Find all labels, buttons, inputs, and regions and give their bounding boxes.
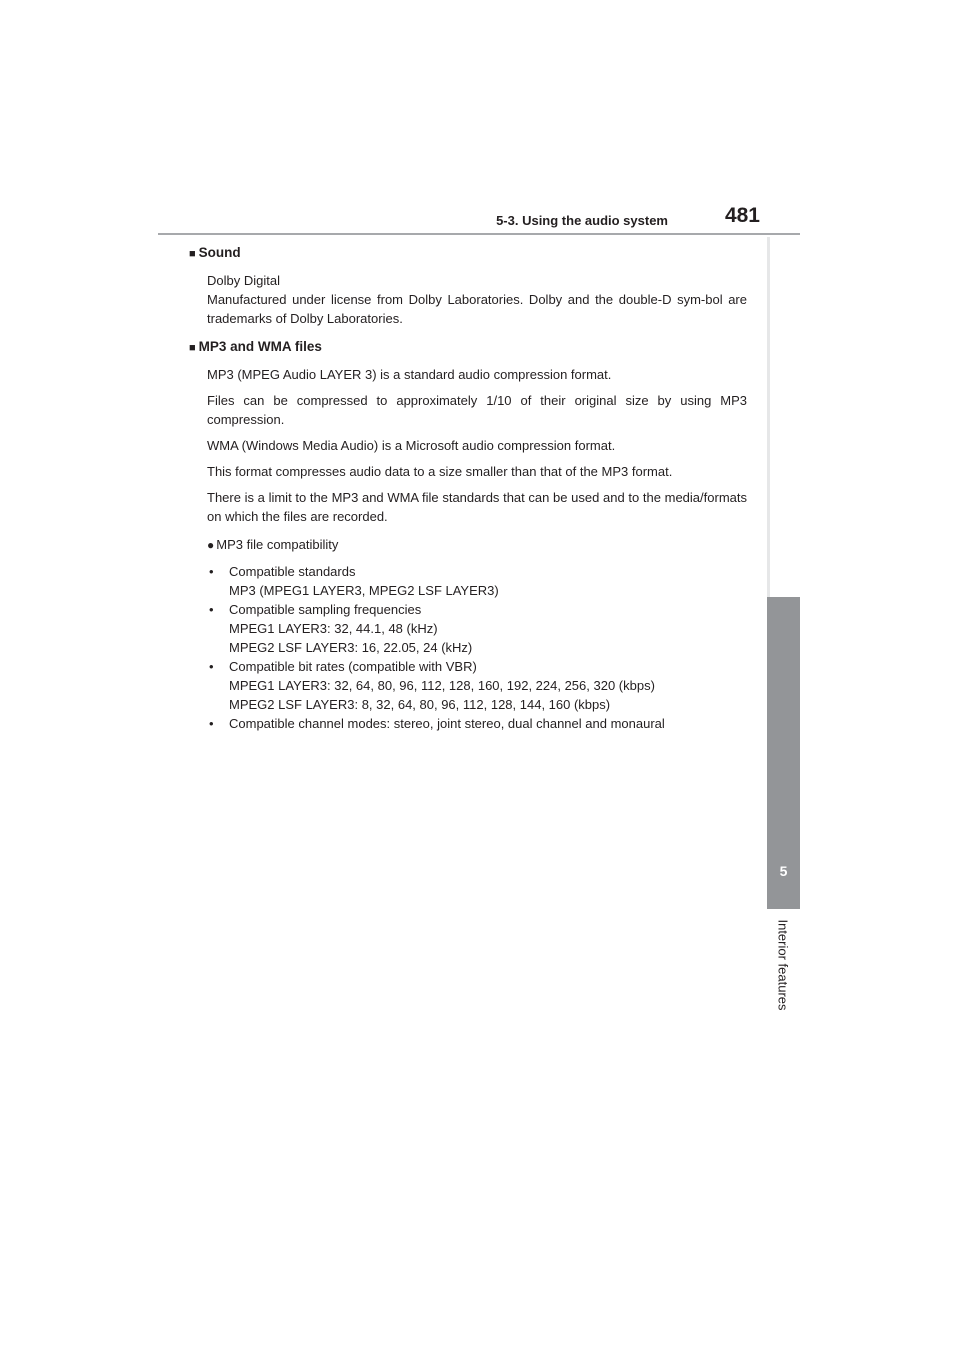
paragraph: MP3 (MPEG Audio LAYER 3) is a standard audio compression format. [207,367,612,382]
paragraph: Manufactured under license from Dolby Laboratories. Dolby and the double-D sym-bol are trademarks of Dolby Laboratories. [207,292,747,326]
paragraph: There is a limit to the MP3 and WMA file standards that can be used and to the media/formats on which the files are recorded. [207,490,747,524]
dot-bullet-icon: • [209,602,214,617]
list-item-label: Compatible channel modes: stereo, joint stereo, dual channel and monaural [229,716,665,731]
dot-bullet-icon: • [209,659,214,674]
page-content [189,243,747,742]
dot-bullet-icon: • [209,716,214,731]
section-mp3-compat [207,535,747,733]
page-number: 481 [724,204,760,227]
paragraph: This format compresses audio data to a size smaller than that of the MP3 format. [207,464,673,479]
section-heading [189,243,729,264]
list-item-detail: MPEG1 LAYER3: 32, 44.1, 48 (kHz) [229,621,438,636]
heading-text: MP3 and WMA files [198,339,322,354]
heading-text: Sound [198,245,241,260]
chapter-number: 5 [779,863,788,879]
square-bullet-icon: ■ [189,342,196,354]
compat-list [209,562,747,733]
paragraph: Dolby Digital [207,273,280,288]
section-title: 5-3. Using the audio system [496,213,668,228]
list-item [209,657,747,714]
list-item-detail: MP3 (MPEG1 LAYER3, MPEG2 LSF LAYER3) [229,583,499,598]
header-rule [158,233,800,235]
list-item-detail: MPEG1 LAYER3: 32, 64, 80, 96, 112, 128, 160, 192, 224, 256, 320 (kbps) [229,678,655,693]
circle-bullet-icon: ● [207,538,215,552]
section-heading [189,337,729,358]
list-item-detail: MPEG2 LSF LAYER3: 16, 22.05, 24 (kHz) [229,640,473,655]
list-item [209,714,747,733]
section-mp3-wma [189,337,747,526]
section-sound [189,243,747,328]
paragraph: WMA (Windows Media Audio) is a Microsoft audio compression format. [207,438,616,453]
list-item-label: Compatible sampling frequencies [229,602,422,617]
subsection-heading [207,535,747,555]
list-item [209,562,747,600]
list-item-label: Compatible bit rates (compatible with VBR) [229,659,477,674]
paragraph: Files can be compressed to approximately 1/10 of their original size by using MP3 compression. [207,393,747,427]
tab-strip [767,237,770,597]
dot-bullet-icon: • [209,564,214,579]
chapter-label: Interior features [775,919,791,1011]
list-item [209,600,747,657]
square-bullet-icon: ■ [189,248,196,260]
list-item-detail: MPEG2 LSF LAYER3: 8, 32, 64, 80, 96, 112, 128, 144, 160 (kbps) [229,697,611,712]
subheading-text: MP3 file compatibility [216,537,339,552]
chapter-number-box [767,597,800,909]
page-header [158,200,800,236]
chapter-side-tab [767,237,800,1035]
list-item-label: Compatible standards [229,564,356,579]
